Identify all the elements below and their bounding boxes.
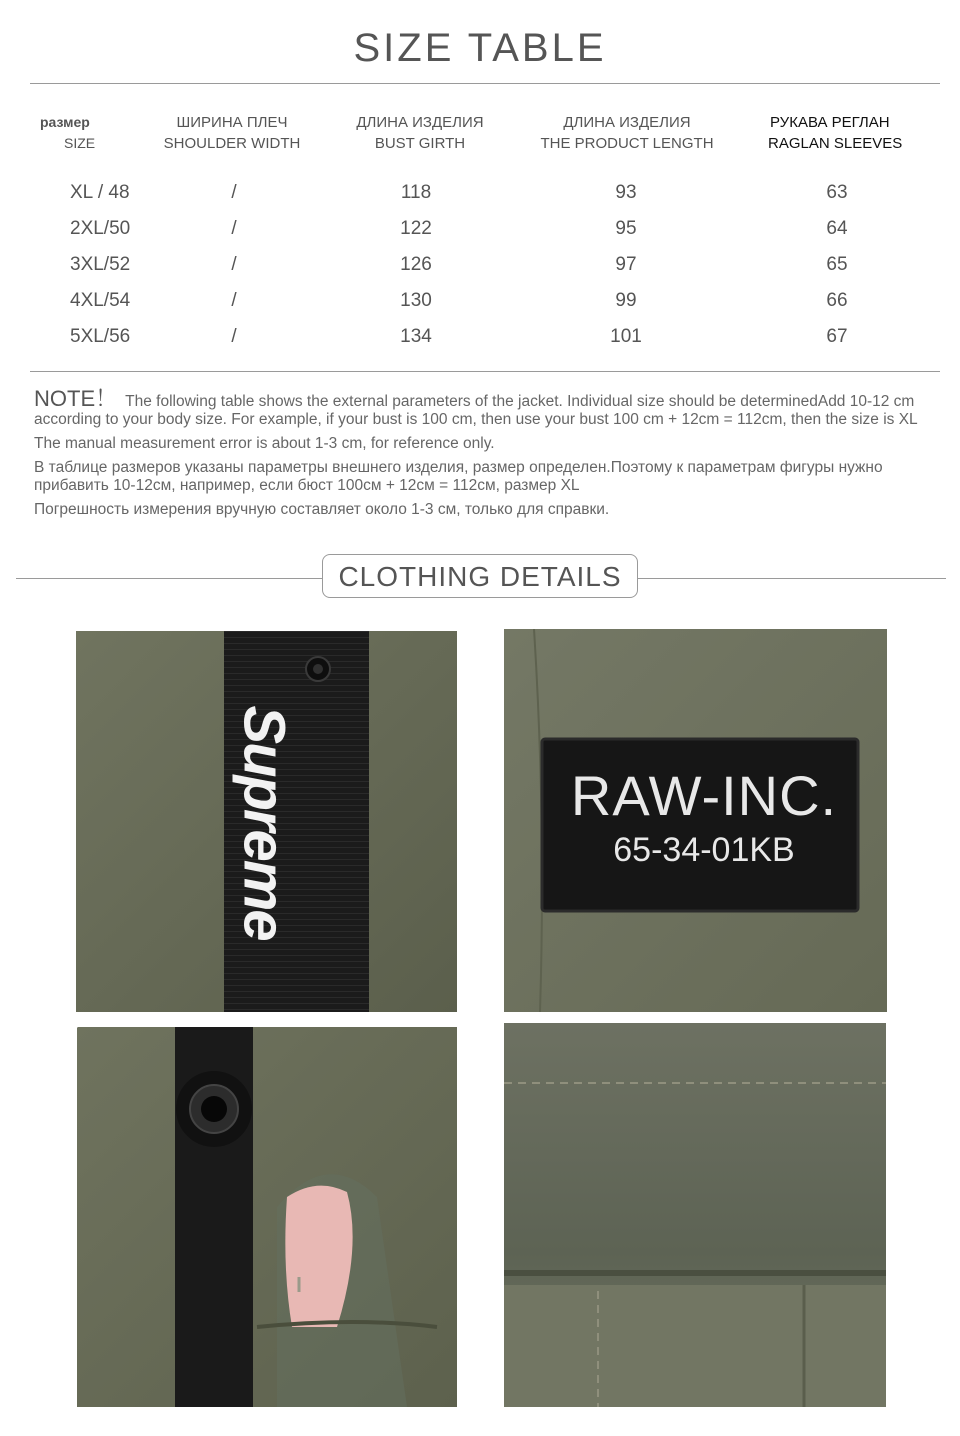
cell-raglan-sleeves: 64 bbox=[826, 218, 848, 239]
table-bottom-rule bbox=[30, 371, 940, 372]
header-product-length bbox=[522, 112, 732, 154]
header-raglan-sleeves bbox=[750, 112, 920, 154]
cell-size: 5XL/56 bbox=[70, 326, 131, 347]
photo-patch-label bbox=[504, 629, 887, 1012]
cell-shoulder-width: / bbox=[231, 326, 237, 347]
cell-raglan-sleeves: 63 bbox=[826, 182, 848, 203]
cell-size: XL / 48 bbox=[70, 182, 130, 203]
cell-product-length: 93 bbox=[615, 182, 637, 203]
notes-block bbox=[34, 386, 940, 525]
cell-bust-girth: 126 bbox=[400, 254, 432, 275]
table-row bbox=[0, 218, 960, 254]
patch-line-1: RAW-INC. bbox=[570, 764, 838, 827]
cell-shoulder-width: / bbox=[231, 182, 237, 203]
header-bust-girth bbox=[330, 112, 510, 154]
cell-size: 4XL/54 bbox=[70, 290, 131, 311]
grommet-text bbox=[77, 1027, 78, 1028]
note-english-1 bbox=[34, 386, 940, 429]
header-bust-girth-en: BUST GIRTH bbox=[374, 135, 466, 152]
details-divider-right bbox=[638, 578, 946, 579]
header-size-ru: размер bbox=[40, 114, 90, 130]
page-title: SIZE TABLE bbox=[353, 26, 607, 70]
cell-bust-girth: 130 bbox=[400, 290, 432, 311]
cell-shoulder-width: / bbox=[231, 254, 237, 275]
photo-strap-logo bbox=[76, 631, 457, 1012]
cell-raglan-sleeves: 65 bbox=[826, 254, 848, 275]
cell-size: 2XL/50 bbox=[70, 218, 131, 239]
cell-product-length: 95 bbox=[615, 218, 637, 239]
note-english-1-text: The following table shows the external parameters of the jacket. Individual size should be determinedAdd 10-12 cm according to your body size. For example, if your bust is 100 cm, then use your bust 100 cm + 12cm = 112cm, then the size is XL bbox=[34, 393, 918, 428]
cell-product-length: 99 bbox=[615, 290, 637, 311]
table-row bbox=[0, 254, 960, 290]
cell-size: 3XL/52 bbox=[70, 254, 131, 275]
note-russian-1: В таблице размеров указаны параметры внешнего изделия, размер определен.Поэтому к параметрам фигуры нужно прибавить 10-12см, например, если бюст 100см + 12см = 112см, размер XL bbox=[34, 459, 883, 494]
details-title: CLOTHING DETAILS bbox=[322, 554, 638, 598]
photo-grommet-pocket bbox=[77, 1027, 457, 1407]
header-shoulder-width-en: SHOULDER WIDTH bbox=[163, 135, 301, 152]
table-top-rule bbox=[30, 83, 940, 84]
note-english-2: The manual measurement error is about 1-3 cm, for reference only. bbox=[34, 435, 495, 452]
cell-bust-girth: 118 bbox=[400, 182, 432, 203]
header-bust-girth-ru: ДЛИНА ИЗДЕЛИЯ bbox=[356, 114, 484, 131]
header-product-length-ru: ДЛИНА ИЗДЕЛИЯ bbox=[563, 114, 691, 131]
cell-shoulder-width: / bbox=[231, 290, 237, 311]
photo-fabric-seam-art bbox=[504, 1023, 886, 1407]
cell-raglan-sleeves: 66 bbox=[826, 290, 848, 311]
note-russian-2: Погрешность измерения вручную составляет около 1-3 см, только для справки. bbox=[34, 501, 610, 518]
photo-fabric-seam bbox=[504, 1023, 886, 1407]
patch-line-2: 65-34-01KB bbox=[613, 831, 795, 869]
note-label: NOTE！ bbox=[34, 386, 118, 411]
header-raglan-sleeves-ru: РУКАВА РЕГЛАН bbox=[770, 114, 890, 131]
table-row bbox=[0, 290, 960, 326]
cell-raglan-sleeves: 67 bbox=[826, 326, 848, 347]
table-row bbox=[0, 182, 960, 218]
header-shoulder-width-ru: ШИРИНА ПЛЕЧ bbox=[176, 114, 288, 131]
cell-bust-girth: 122 bbox=[400, 218, 432, 239]
cell-product-length: 101 bbox=[610, 326, 642, 347]
strap-logo-text: Supreme bbox=[231, 705, 297, 940]
header-size-en: SIZE bbox=[64, 135, 96, 151]
header-shoulder-width bbox=[142, 112, 322, 154]
cell-shoulder-width: / bbox=[231, 218, 237, 239]
header-product-length-en: THE PRODUCT LENGTH bbox=[540, 135, 714, 152]
header-raglan-sleeves-en: RAGLAN SLEEVES bbox=[768, 135, 903, 152]
details-divider-left bbox=[16, 578, 322, 579]
header-size bbox=[40, 112, 116, 154]
table-row bbox=[0, 326, 960, 362]
cell-bust-girth: 134 bbox=[400, 326, 432, 347]
cell-product-length: 97 bbox=[615, 254, 637, 275]
photo-grommet-pocket-art bbox=[77, 1027, 457, 1407]
